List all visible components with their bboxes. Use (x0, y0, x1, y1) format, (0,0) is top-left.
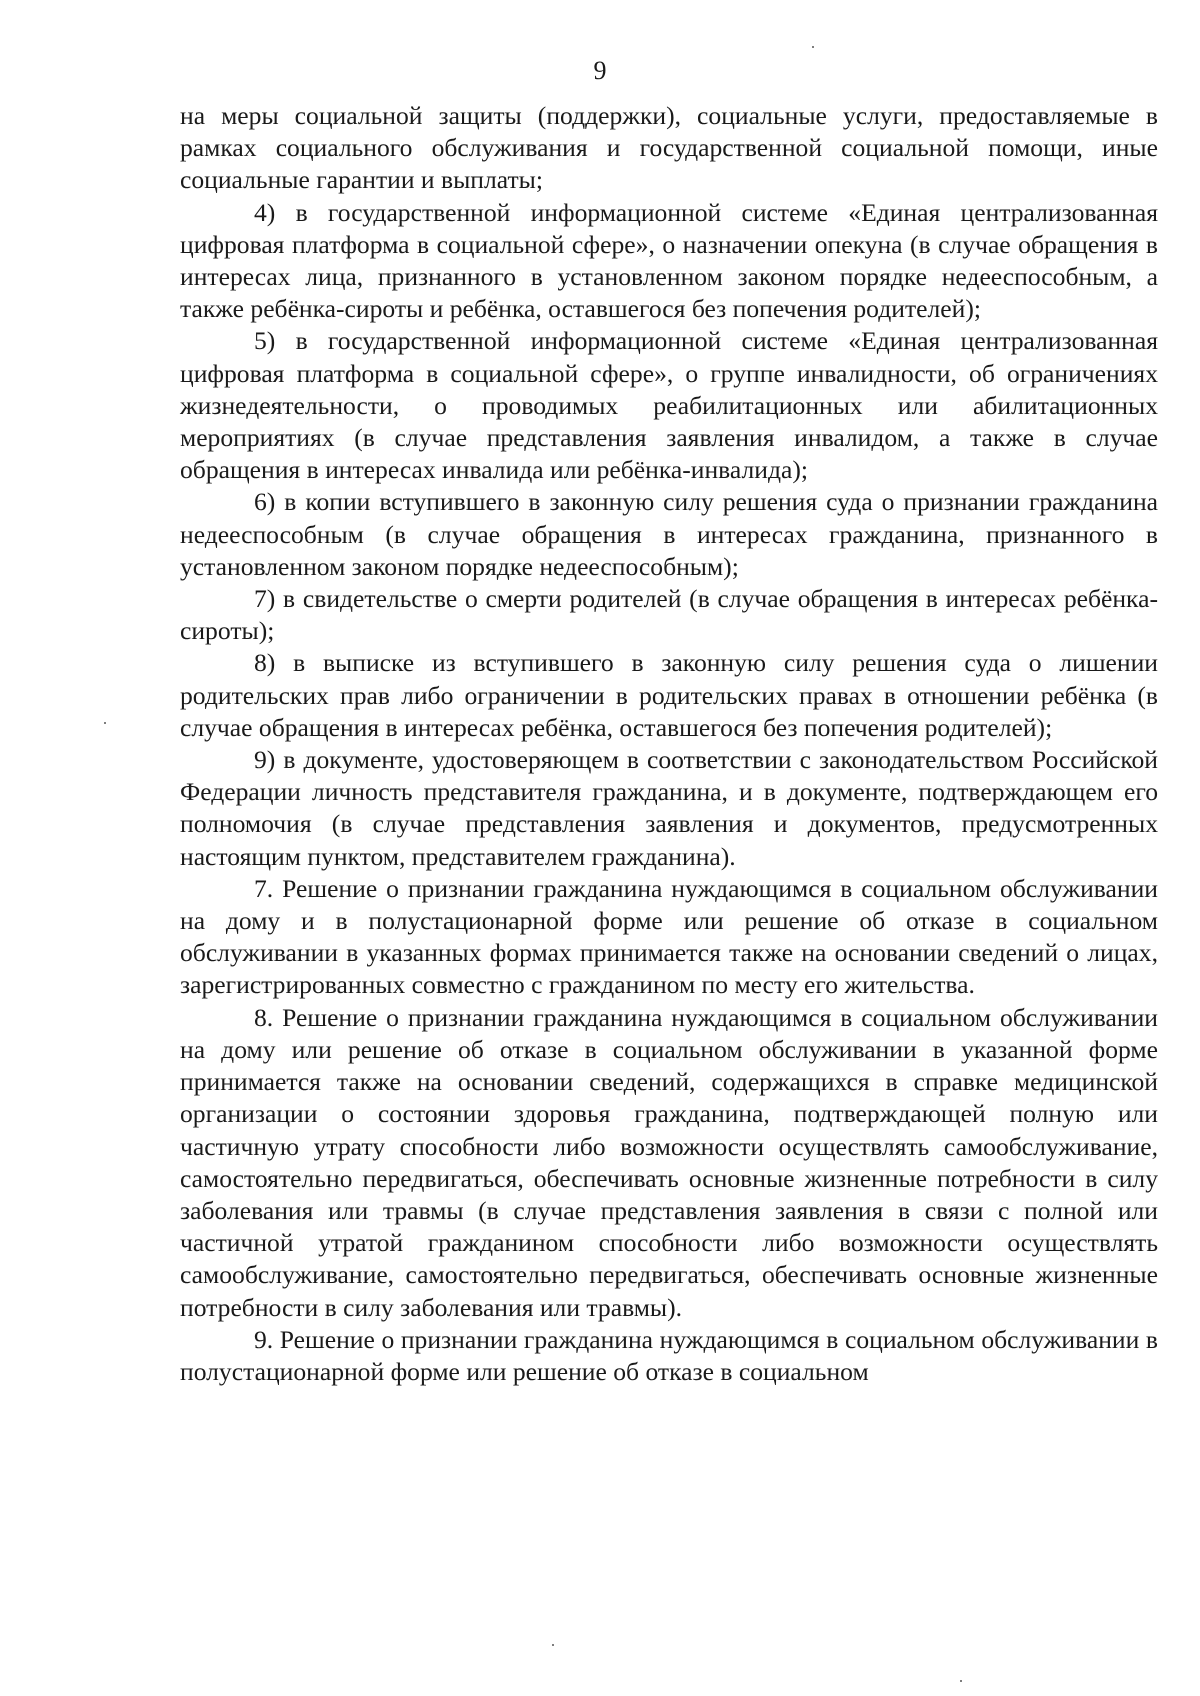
clause-8: 8. Решение о признании гражданина нуждающимся в социальном обслуживании на дому или решение об отказе в социальном обслуживании в указанной форме принимается также на основании сведений, содержащихся в справке медицинской организации о состоянии здоровья гражданина, подтверждающей полную или частичную утрату способности либо возможности осуществлять самообслуживание, самостоятельно передвигаться, обеспечивать основные жизненные потребности в силу заболевания или травмы (в случае представления заявления в связи с полной или частичной утратой гражданином способности либо возможности осуществлять самообслуживание, самостоятельно передвигаться, обеспечивать основные жизненные потребности в силу заболевания или травмы). (180, 1002, 1158, 1322)
list-item-8: 8) в выписке из вступившего в законную силу решения суда о лишении родительских прав либо ограничении в родительских правах в отношении ребёнка (в случае обращения в интересах ребёнка, оставшегося без попечения родителей); (180, 648, 1158, 742)
clause-7: 7. Решение о признании гражданина нуждающимся в социальном обслуживании на дому и в полустационарной форме или решение об отказе в социальном обслуживании в указанных формах принимается также на основании сведений о лицах, зарегистрированных совместно с гражданином по месту его жительства. (180, 873, 1158, 1000)
scan-speck (104, 722, 106, 724)
list-item-4: 4) в государственной информационной системе «Единая централизованная цифровая платформа в социальной сфере», о назначении опекуна (в случае обращения в интересах лица, признанного в установленном законом порядке недееспособным, а также ребёнка-сироты и ребёнка, оставшегося без попечения родителей); (180, 197, 1158, 324)
scan-speck (552, 1644, 554, 1646)
list-item-5: 5) в государственной информационной системе «Единая централизованная цифровая платформа в социальной сфере», о группе инвалидности, об ограничениях жизнедеятельности, о проводимых реабилитационных или абилитационных мероприятиях (в случае представления заявления инвалидом, а также в случае обращения в интересах инвалида или ребёнка-инвалида); (180, 326, 1158, 485)
scan-speck (960, 1680, 962, 1682)
scan-speck (812, 46, 814, 48)
paragraph-continuation: на меры социальной защиты (поддержки), социальные услуги, предоставляемые в рамках социального обслуживания и государственной социальной помощи, иные социальные гарантии и выплаты; (180, 101, 1158, 195)
list-item-9: 9) в документе, удостоверяющем в соответствии с законодательством Российской Федерации личность представителя гражданина, и в документе, подтверждающем его полномочия (в случае представления заявления и документов, предусмотренных настоящим пунктом, представителем гражданина). (180, 745, 1158, 871)
document-body (180, 100, 1158, 1388)
clause-9: 9. Решение о признании гражданина нуждающимся в социальном обслуживании в полустационарной форме или решение об отказе в социальном (180, 1324, 1158, 1386)
list-item-6: 6) в копии вступившего в законную силу решения суда о признании гражданина недееспособным (в случае обращения в интересах гражданина, признанного в установленном законом порядке недееспособным); (180, 487, 1158, 581)
list-item-7: 7) в свидетельстве о смерти родителей (в случае обращения в интересах ребёнка-сироты); (180, 584, 1158, 646)
page-number: 9 (593, 56, 607, 85)
